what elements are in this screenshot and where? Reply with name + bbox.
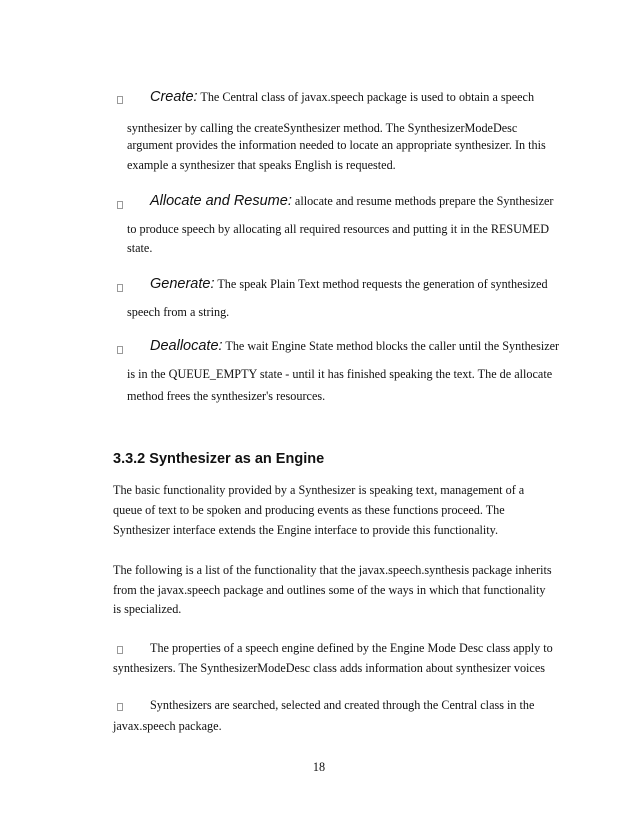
item-text: The wait Engine State method blocks the caller until the Synthesizer <box>225 339 560 353</box>
item-term: Allocate and Resume: <box>150 193 292 209</box>
bullet-icon <box>117 96 123 104</box>
bullet-icon <box>117 703 123 711</box>
bullet-line: The properties of a speech engine defined by the Engine Mode Desc class apply to <box>150 641 553 655</box>
item-line: synthesizer by calling the createSynthesizer method. The SynthesizerModeDesc <box>127 121 518 135</box>
item-line: example a synthesizer that speaks English is requested. <box>127 158 396 172</box>
bullet-line: javax.speech package. <box>113 719 222 733</box>
section-heading: 3.3.2 Synthesizer as an Engine <box>113 451 325 467</box>
item-first-line <box>150 338 559 354</box>
bullet-line: synthesizers. The SynthesizerModeDesc class adds information about synthesizer voices <box>113 661 545 675</box>
bullet-icon <box>117 284 123 292</box>
bullet-icon <box>117 346 123 354</box>
item-line: is in the QUEUE_EMPTY state - until it has finished speaking the text. The de allocate <box>127 367 553 381</box>
item-text: allocate and resume methods prepare the Synthesizer <box>294 194 554 208</box>
item-first-line <box>150 89 534 105</box>
item-text: The Central class of javax.speech package is used to obtain a speech <box>200 90 535 104</box>
bullet-icon <box>117 646 123 654</box>
page-number: 18 <box>312 760 326 774</box>
bullet-line: Synthesizers are searched, selected and created through the Central class in the <box>150 698 535 712</box>
item-first-line <box>150 276 548 292</box>
item-text: The speak Plain Text method requests the generation of synthesized <box>217 277 548 291</box>
item-term: Deallocate: <box>150 338 223 354</box>
item-first-line <box>150 193 553 209</box>
item-line: argument provides the information needed to locate an appropriate synthesizer. In this <box>127 138 546 152</box>
paragraph-line: is specialized. <box>113 602 182 616</box>
item-line: state. <box>127 241 153 255</box>
item-line: speech from a string. <box>127 305 230 319</box>
bullet-icon <box>117 201 123 209</box>
paragraph-line: queue of text to be spoken and producing events as these functions proceed. The <box>113 503 505 517</box>
item-line: method frees the synthesizer's resources. <box>127 389 326 403</box>
paragraph-line: The following is a list of the functionality that the javax.speech.synthesis package inherits <box>113 563 552 577</box>
item-line: to produce speech by allocating all required resources and putting it in the RESUMED <box>127 222 550 236</box>
paragraph-line: The basic functionality provided by a Synthesizer is speaking text, management of a <box>113 483 525 497</box>
paragraph-line: Synthesizer interface extends the Engine interface to provide this functionality. <box>113 523 499 537</box>
item-term: Generate: <box>150 276 215 292</box>
item-term: Create: <box>150 89 198 105</box>
paragraph-line: from the javax.speech package and outlines some of the ways in which that functionality <box>113 583 546 597</box>
